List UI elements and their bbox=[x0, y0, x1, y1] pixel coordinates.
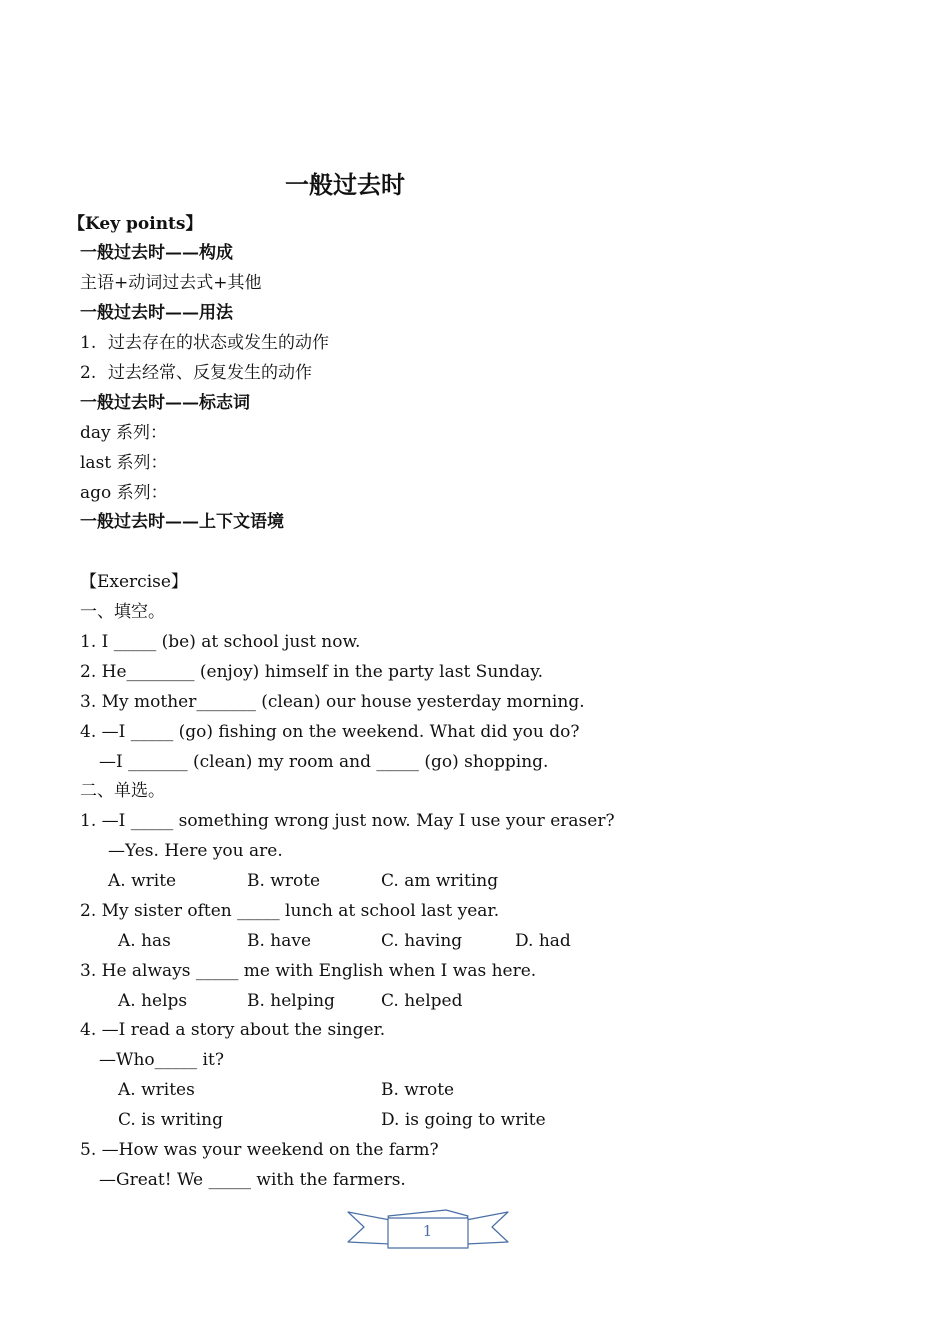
structure-heading: 一般过去时——构成 bbox=[80, 243, 233, 263]
context-heading: 一般过去时——上下文语境 bbox=[80, 512, 284, 532]
choice-question-2: 2. My sister often _____ lunch at school last year. bbox=[80, 901, 500, 921]
q4-option-b: B. wrote bbox=[381, 1080, 455, 1100]
key-points-header: 【Key points】 bbox=[68, 214, 203, 234]
fill-question-3: 3. My mother_______ (clean) our house yesterday morning. bbox=[80, 692, 585, 712]
q2-option-a: A. has bbox=[118, 931, 171, 951]
fill-question-1: 1. I _____ (be) at school just now. bbox=[80, 632, 361, 652]
marker-day: day 系列： bbox=[80, 423, 168, 443]
structure-text: 主语+动词过去式+其他 bbox=[80, 273, 262, 293]
choice-question-5b: —Great! We _____ with the farmers. bbox=[99, 1170, 406, 1190]
q1-option-b: B. wrote bbox=[247, 871, 321, 891]
page-number: 1 bbox=[422, 1222, 433, 1240]
markers-heading: 一般过去时——标志词 bbox=[80, 393, 250, 413]
page-title: 一般过去时 bbox=[285, 170, 405, 199]
marker-ago: ago 系列： bbox=[80, 483, 168, 503]
choice-question-3: 3. He always _____ me with English when I was here. bbox=[80, 961, 537, 981]
usage-1-text: 过去存在的状态或发生的动作 bbox=[108, 333, 329, 353]
choice-question-5a: 5. —How was your weekend on the farm? bbox=[80, 1140, 439, 1160]
fill-question-4b: —I _______ (clean) my room and _____ (go) shopping. bbox=[99, 752, 549, 772]
usage-2-text: 过去经常、反复发生的动作 bbox=[108, 363, 312, 383]
q1-option-a: A. write bbox=[108, 871, 177, 891]
usage-2-number: 2. bbox=[80, 363, 97, 383]
q2-option-c: C. having bbox=[381, 931, 463, 951]
q1-option-c: C. am writing bbox=[381, 871, 499, 891]
q3-option-b: B. helping bbox=[247, 991, 335, 1011]
q3-option-c: C. helped bbox=[381, 991, 463, 1011]
usage-heading: 一般过去时——用法 bbox=[80, 303, 233, 323]
fill-question-2: 2. He________ (enjoy) himself in the party last Sunday. bbox=[80, 662, 543, 682]
q2-option-d: D. had bbox=[515, 931, 571, 951]
marker-last: last 系列： bbox=[80, 453, 168, 473]
fill-heading: 一、填空。 bbox=[80, 602, 165, 622]
q3-option-a: A. helps bbox=[118, 991, 188, 1011]
q4-option-d: D. is going to write bbox=[381, 1110, 546, 1130]
q2-option-b: B. have bbox=[247, 931, 312, 951]
choice-question-4a: 4. —I read a story about the singer. bbox=[80, 1020, 386, 1040]
choice-heading: 二、单选。 bbox=[80, 781, 165, 801]
choice-question-1b: —Yes. Here you are. bbox=[108, 841, 283, 861]
q4-option-a: A. writes bbox=[118, 1080, 195, 1100]
exercise-header: 【Exercise】 bbox=[80, 572, 188, 592]
fill-question-4a: 4. —I _____ (go) fishing on the weekend. What did you do? bbox=[80, 722, 580, 742]
choice-question-4b: —Who_____ it? bbox=[99, 1050, 224, 1070]
q4-option-c: C. is writing bbox=[118, 1110, 223, 1130]
usage-1-number: 1. bbox=[80, 333, 97, 353]
choice-question-1a: 1. —I _____ something wrong just now. May I use your eraser? bbox=[80, 811, 615, 831]
